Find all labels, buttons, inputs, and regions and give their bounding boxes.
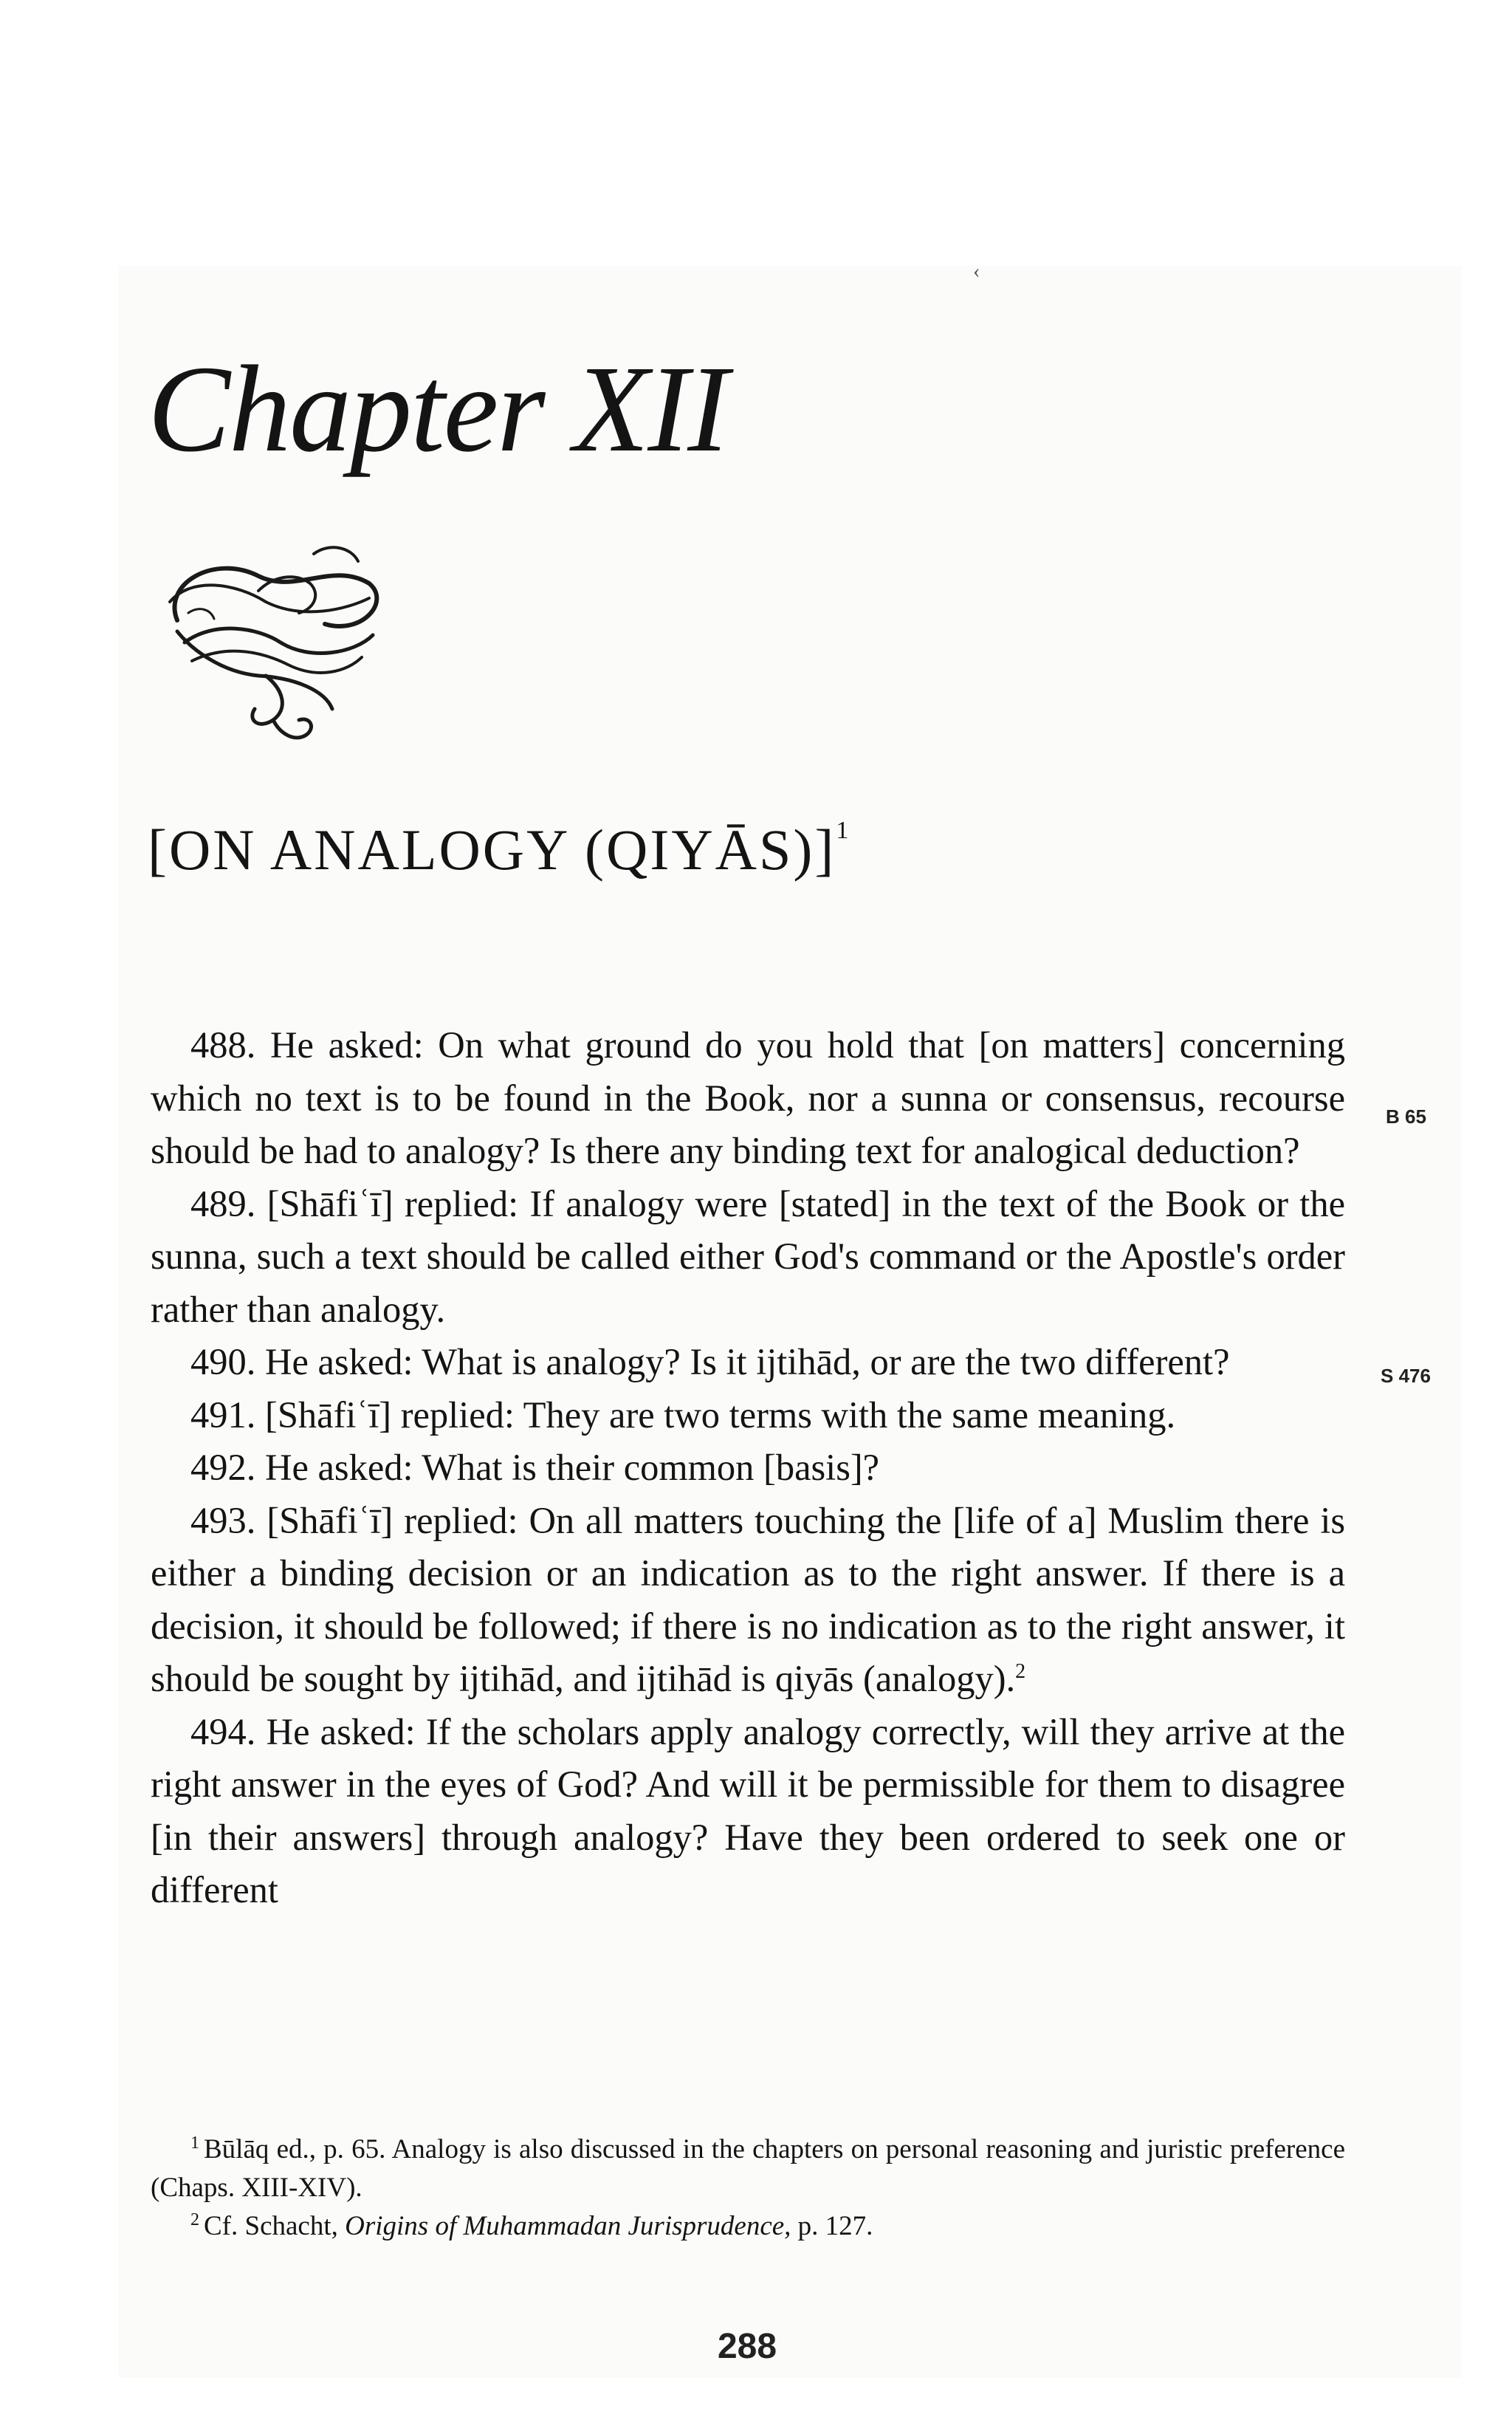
paragraph-493 bbox=[151, 1495, 1345, 1706]
paragraph-number: 493. bbox=[190, 1499, 256, 1541]
paragraph-text: He asked: What is analogy? Is it ijtihād, or are the two different? bbox=[265, 1341, 1230, 1382]
paragraph-number: 489. bbox=[190, 1182, 256, 1224]
paragraph-text: He asked: If the scholars apply analogy correctly, will they arrive at the right answer in the eyes of God? And will it be permissible for them to disagree [in their answers] through analogy? Have they been ordered to seek one or different bbox=[151, 1710, 1346, 1910]
page-number: 288 bbox=[717, 2327, 777, 2366]
corner-mark: ‹ bbox=[973, 260, 980, 283]
paragraph-489 bbox=[151, 1178, 1345, 1337]
footnote-1 bbox=[151, 2130, 1345, 2207]
paragraph-492 bbox=[151, 1441, 1345, 1495]
paragraph-text: [Shāfiʿī] replied: They are two terms with the same meaning. bbox=[265, 1393, 1176, 1436]
footnote-mark: 2 bbox=[190, 2210, 199, 2229]
paragraph-491 bbox=[151, 1389, 1345, 1442]
flourish-ornament-icon bbox=[148, 532, 391, 761]
footnote-book-title: Origins of Muhammadan Jurisprudence, bbox=[345, 2211, 791, 2241]
paragraph-number: 494. bbox=[190, 1710, 256, 1752]
footnote-suffix: p. 127. bbox=[797, 2211, 873, 2241]
footnote-reference: 2 bbox=[1015, 1660, 1026, 1684]
section-title-footnote-mark: 1 bbox=[836, 817, 849, 844]
margin-reference-s476: S 476 bbox=[1381, 1365, 1431, 1387]
margin-reference-b65: B 65 bbox=[1386, 1105, 1426, 1128]
footnotes bbox=[151, 2130, 1345, 2246]
paragraph-494 bbox=[151, 1706, 1345, 1917]
footnote-2 bbox=[151, 2207, 1345, 2246]
body-text bbox=[151, 1019, 1345, 1917]
paragraph-488 bbox=[151, 1019, 1345, 1178]
paragraph-text: He asked: What is their common [basis]? bbox=[265, 1447, 880, 1488]
footnote-mark: 1 bbox=[190, 2133, 199, 2153]
footnote-prefix: Cf. Schacht, bbox=[204, 2211, 338, 2241]
paragraph-text: [Shāfiʿī] replied: On all matters touching the [life of a] Muslim there is either a binding decision or an indication as to the right answer. If there is a decision, it should be followed; if there is no indication as to the right answer, it should be sought by ijtihād, and ijtihād is qiyās (analogy). bbox=[151, 1499, 1346, 1699]
paragraph-number: 488. bbox=[190, 1024, 256, 1066]
paragraph-490 bbox=[151, 1336, 1345, 1389]
paragraph-number: 490. bbox=[190, 1341, 256, 1382]
footnote-text: Būlāq ed., p. 65. Analogy is also discussed in the chapters on personal reasoning and juristic preference (Chaps. XIII-XIV). bbox=[151, 2134, 1345, 2203]
paragraph-text: [Shāfiʿī] replied: If analogy were [stated] in the text of the Book or the sunna, such a text should be called either God's command or the Apostle's order rather than analogy. bbox=[151, 1182, 1345, 1330]
chapter-title: Chapter XII bbox=[148, 340, 728, 478]
paragraph-number: 492. bbox=[190, 1447, 256, 1488]
paragraph-number: 491. bbox=[190, 1393, 256, 1436]
section-title-text: [ON ANALOGY (QIYĀS)] bbox=[148, 817, 836, 882]
paragraph-text: He asked: On what ground do you hold that [on matters] concerning which no text is to be found in the Book, nor a sunna or consensus, recourse should be had to analogy? Is there any binding text for analogical deduction? bbox=[151, 1024, 1346, 1171]
section-title bbox=[148, 817, 849, 882]
